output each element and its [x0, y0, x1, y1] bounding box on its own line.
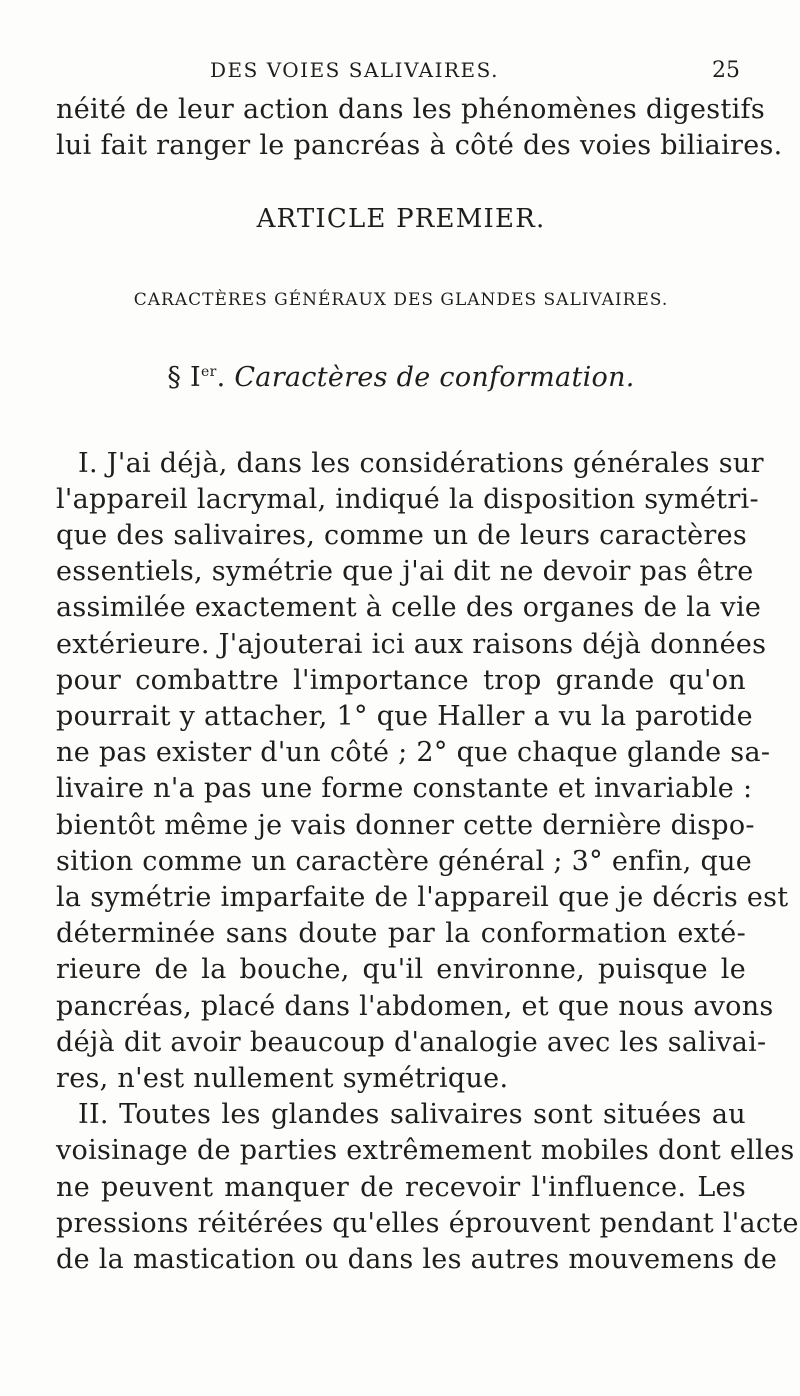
paragraph-number: § I: [167, 362, 201, 393]
running-head: [120, 58, 740, 88]
running-title: DES VOIES SALIVAIRES.: [210, 58, 499, 82]
article-title: ARTICLE PREMIER.: [256, 204, 546, 234]
text-line: pancréas, placé dans l'abdomen, et que nous avons: [56, 991, 774, 1022]
text-line: II. Toutes les glandes salivaires sont situées au: [78, 1099, 746, 1130]
text-line: pressions réitérées qu'elles éprouvent pendant l'acte: [56, 1208, 799, 1239]
text-line: I. J'ai déjà, dans les considérations générales sur: [78, 448, 764, 479]
text-line: lui fait ranger le pancréas à côté des voies biliaires.: [56, 130, 783, 161]
text-line: déjà dit avoir beaucoup d'analogie avec les salivai-: [56, 1027, 767, 1058]
text-line: pourrait y attacher, 1° que Haller a vu la parotide: [56, 701, 753, 732]
text-line: que des salivaires, comme un de leurs caractères: [56, 520, 748, 551]
paragraph-dot: .: [216, 362, 226, 393]
page-number: 25: [712, 58, 740, 83]
text-line: sition comme un caractère général ; 3° enfin, que: [56, 846, 753, 877]
text-line: voisinage de parties extrêmement mobiles dont elles: [56, 1135, 795, 1166]
text-line: l'appareil lacrymal, indiqué la disposition symétri-: [56, 484, 759, 515]
text-line: assimilée exactement à celle des organes de la vie: [56, 592, 762, 623]
text-line: pour combattre l'importance trop grande qu'on: [56, 665, 746, 696]
paragraph-number-superscript: er: [200, 364, 217, 380]
text-line: essentiels, symétrie que j'ai dit ne devoir pas être: [56, 556, 754, 587]
paragraph-title: Caractères de conformation.: [234, 362, 635, 393]
section-title: CARACTÈRES GÉNÉRAUX DES GLANDES SALIVAIRES.: [133, 290, 669, 310]
text-line: bientôt même je vais donner cette dernière dispo-: [56, 810, 755, 841]
text-line: néité de leur action dans les phénomènes digestifs: [56, 94, 765, 125]
text-line: res, n'est nullement symétrique.: [56, 1063, 509, 1094]
text-line: livaire n'a pas une forme constante et invariable :: [56, 773, 753, 804]
text-line: extérieure. J'ajouterai ici aux raisons déjà données: [56, 629, 767, 660]
text-line: ne peuvent manquer de recevoir l'influence. Les: [56, 1172, 746, 1203]
text-line: ne pas exister d'un côté ; 2° que chaque glande sa-: [56, 737, 771, 768]
paragraph-heading: [56, 362, 746, 393]
text-line: rieure de la bouche, qu'il environne, puisque le: [56, 954, 746, 985]
text-line: la symétrie imparfaite de l'appareil que je décris est: [56, 882, 789, 913]
text-line: de la mastication ou dans les autres mouvemens de: [56, 1244, 778, 1275]
text-line: déterminée sans doute par la conformation exté-: [56, 918, 746, 949]
